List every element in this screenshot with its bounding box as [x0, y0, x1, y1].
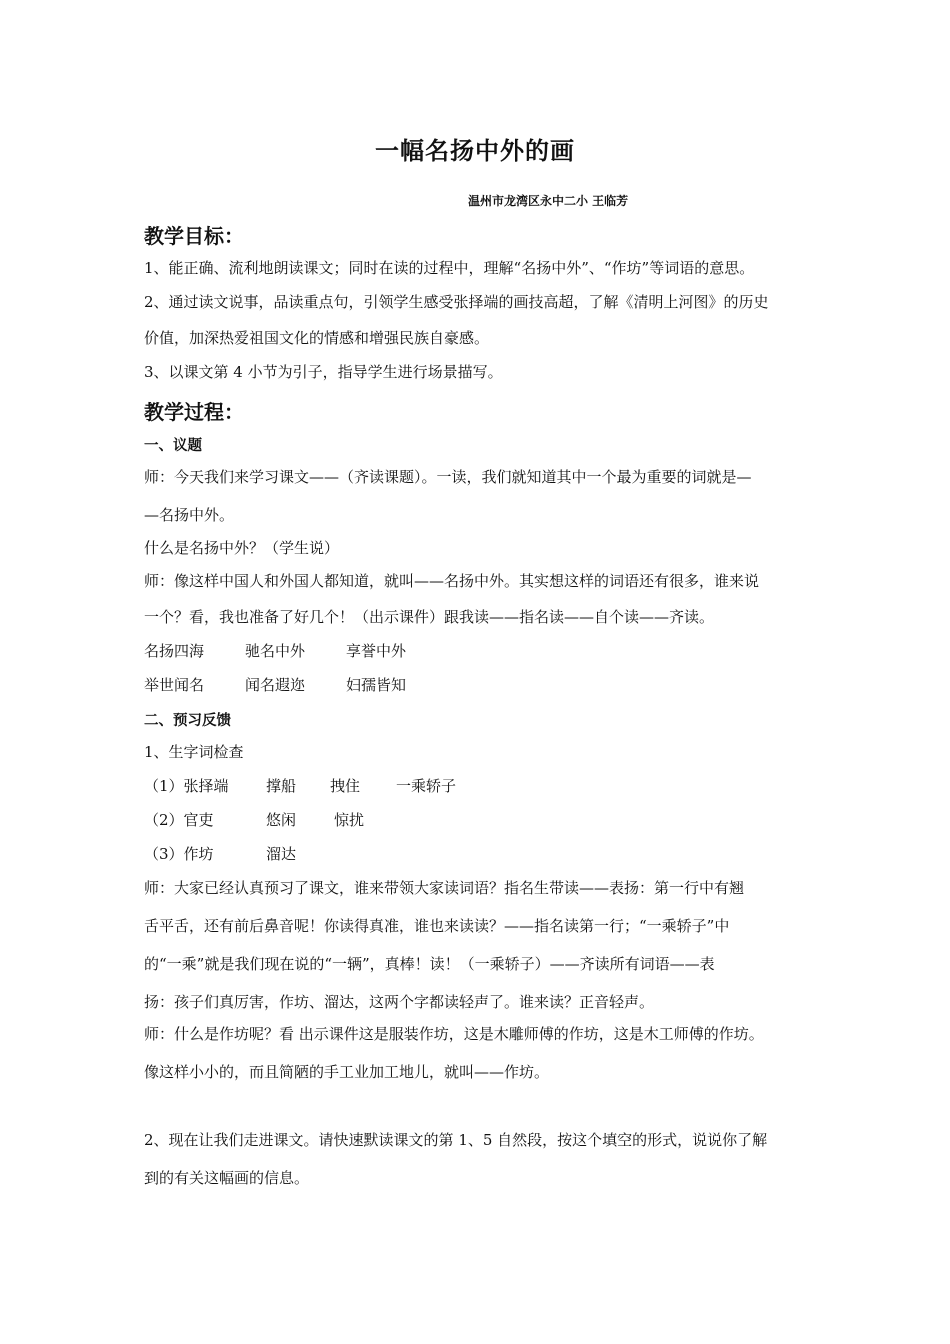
paragraph-line: —名扬中外。	[144, 506, 235, 524]
idiom: 闻名遐迩	[245, 676, 306, 694]
paragraph-line: 扬：孩子们真厉害，作坊、溜达，这两个字都读轻声了。谁来读？正音轻声。	[144, 993, 655, 1011]
idiom: 名扬四海	[144, 642, 205, 660]
word: （2）官吏	[144, 811, 214, 829]
idiom: 驰名中外	[245, 642, 306, 660]
paragraph-line: 师：大家已经认真预习了课文，谁来带领大家读词语？指名生带读——表扬：第一行中有翘	[144, 879, 745, 897]
word: （3）作坊	[144, 845, 214, 863]
word: 撑船	[266, 777, 297, 795]
word: （1）张择端	[144, 777, 229, 795]
paragraph-line: 一个？看，我也准备了好几个！（出示课件）跟我读——指名读——自个读——齐读。	[144, 608, 715, 626]
paragraph-line: 1、生字词检查	[144, 743, 244, 761]
word: 拽住	[330, 777, 361, 795]
idiom: 举世闻名	[144, 676, 205, 694]
goal-line: 价值，加深热爱祖国文化的情感和增强民族自豪感。	[144, 329, 490, 347]
goal-line: 3、以课文第 4 小节为引子，指导学生进行场景描写。	[144, 363, 503, 381]
document-title: 一幅名扬中外的画	[375, 137, 575, 165]
idiom: 妇孺皆知	[346, 676, 407, 694]
paragraph-line: 师：今天我们来学习课文——（齐读课题）。一读，我们就知道其中一个最为重要的词就是—	[144, 468, 752, 486]
goals-heading: 教学目标：	[144, 224, 244, 248]
paragraph-line: 师：像这样中国人和外国人都知道，就叫——名扬中外。其实想这样的词语还有很多，谁来说	[144, 572, 760, 590]
section-heading: 一、议题	[144, 438, 202, 454]
paragraph-line: 舌平舌，还有前后鼻音呢！你读得真准，谁也来读读？——指名读第一行；“一乘轿子”中	[144, 917, 730, 935]
word: 惊扰	[334, 811, 365, 829]
paragraph-line: 2、现在让我们走进课文。请快速默读课文的第 1、5 自然段，按这个填空的形式，说说你了解	[144, 1131, 768, 1149]
paragraph-line: 像这样小小的，而且简陋的手工业加工地儿，就叫——作坊。	[144, 1063, 550, 1081]
paragraph-line: 师：什么是作坊呢？看 出示课件这是服装作坊，这是木雕师傅的作坊，这是木工师傅的作坊。	[144, 1025, 764, 1043]
section-heading: 二、预习反馈	[144, 713, 231, 729]
word: 一乘轿子	[396, 777, 457, 795]
word: 悠闲	[266, 811, 297, 829]
idiom: 享誉中外	[346, 642, 407, 660]
goal-line: 1、能正确、流利地朗读课文；同时在读的过程中，理解“名扬中外”、“作坊”等词语的意思。	[144, 259, 755, 277]
author-line: 温州市龙湾区永中二小 王临芳	[468, 194, 629, 208]
paragraph-line: 什么是名扬中外？（学生说）	[144, 539, 340, 557]
paragraph-line: 的“一乘”就是我们现在说的“一辆”，真棒！读！（一乘轿子）——齐读所有词语——表	[144, 955, 715, 973]
process-heading: 教学过程：	[144, 400, 244, 424]
paragraph-line: 到的有关这幅画的信息。	[144, 1169, 310, 1187]
word: 溜达	[266, 845, 297, 863]
goal-line: 2、通过读文说事，品读重点句，引领学生感受张择端的画技高超，了解《清明上河图》的历史	[144, 293, 769, 311]
